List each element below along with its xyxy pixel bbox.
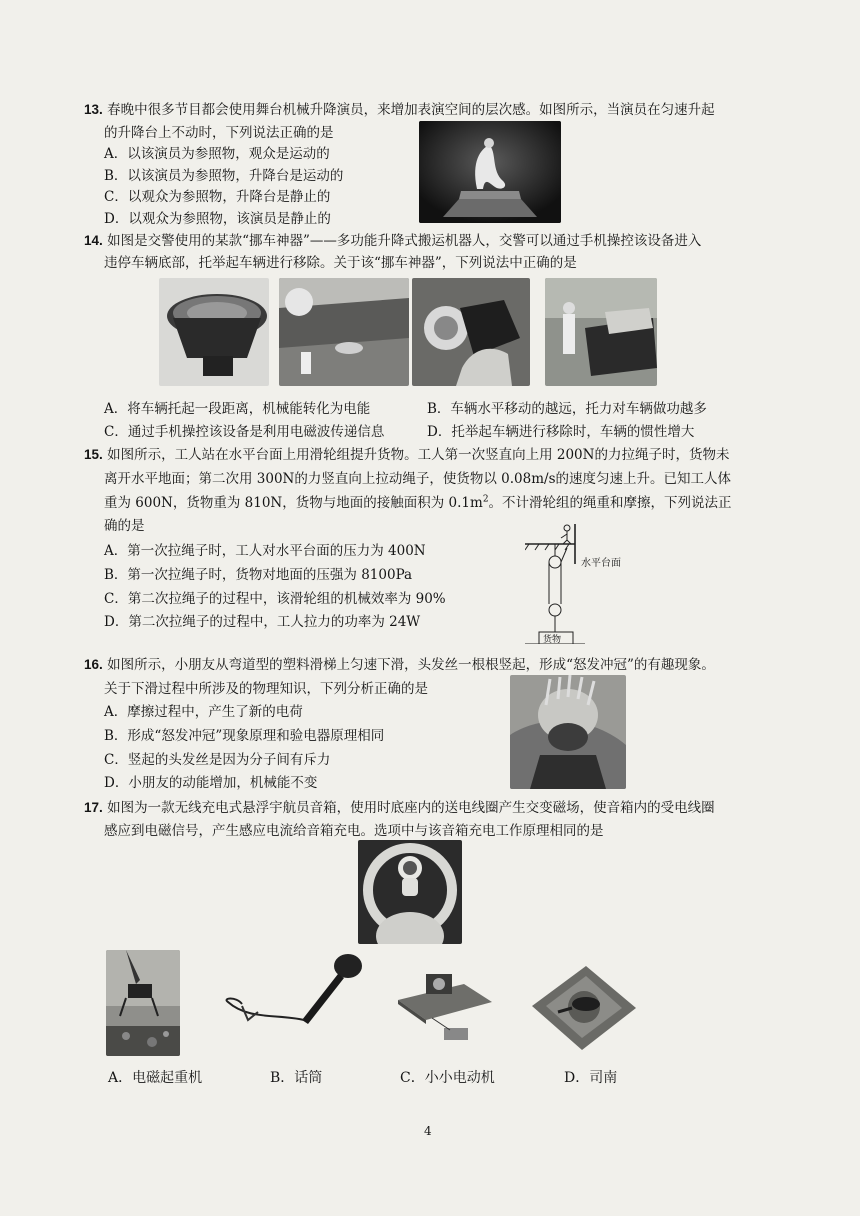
compass-option-photo: [528, 960, 638, 1052]
q17-caption-c: C．小小电动机: [400, 1070, 495, 1086]
q13-option-d: D．以观众为参照物，该演员是静止的: [104, 211, 331, 227]
pulley-cargo-label: 货物: [543, 635, 562, 645]
q14-option-b: B．车辆水平移动的越远，托力对车辆做功越多: [427, 401, 707, 417]
q13-stem-line1: 13. 春晚中很多节目都会使用舞台机械升降演员，来增加表演空间的层次感。如图所示，当演员在匀速升起: [84, 102, 715, 118]
q14-stem-line1: 14. 如图是交警使用的某款“挪车神器”——多功能升降式搬运机器人，交警可以通过手机操控该设备进入: [84, 233, 702, 249]
page-number: 4: [424, 1124, 432, 1138]
pulley-diagram: [525, 520, 635, 644]
slide-child-photo: [510, 675, 626, 789]
q16-number: 16.: [84, 657, 103, 672]
motor-option-photo: [392, 962, 496, 1048]
robot-under-car-photo: [279, 278, 409, 386]
q17-caption-b: B．话筒: [270, 1070, 323, 1086]
q15-option-b: B．第一次拉绳子时，货物对地面的压强为 8100Pa: [104, 567, 413, 583]
q13-option-c: C．以观众为参照物，升降台是静止的: [104, 189, 331, 205]
q14-option-d: D．托举起车辆进行移除时，车辆的惯性增大: [427, 424, 695, 440]
q16-stem-line2: 关于下滑过程中所涉及的物理知识，下列分析正确的是: [104, 681, 428, 697]
q14-number: 14.: [84, 233, 103, 248]
q15-option-c: C．第二次拉绳子的过程中，该滑轮组的机械效率为 90%: [104, 591, 446, 607]
q17-caption-d: D．司南: [564, 1070, 618, 1086]
q17-caption-a: A．电磁起重机: [108, 1070, 203, 1086]
astronaut-speaker-photo: [358, 840, 462, 944]
q16-option-a: A．摩擦过程中，产生了新的电荷: [104, 704, 303, 720]
q13-stem-line2: 的升降台上不动时，下列说法正确的是: [104, 125, 334, 141]
q13-option-b: B．以该演员为参照物，升降台是运动的: [104, 168, 344, 184]
q17-number: 17.: [84, 800, 103, 815]
q15-option-a: A．第一次拉绳子时，工人对水平台面的压力为 400N: [104, 543, 426, 559]
q17-stem-line1: 17. 如图为一款无线充电式悬浮宇航员音箱，使用时底座内的送电线圈产生交变磁场，使音箱内的受电线圈: [84, 800, 715, 816]
q15-number: 15.: [84, 447, 103, 462]
q13-option-a: A．以该演员为参照物，观众是运动的: [104, 146, 330, 162]
q15-option-d: D．第二次拉绳子的过程中，工人拉力的功率为 24W: [104, 614, 421, 630]
phone-control-photo: [412, 278, 530, 386]
q15-stem-line2: 离开水平地面；第二次用 300N的力竖直向上拉动绳子，使货物以 0.08m/s的速度匀速上升。已知工人体: [104, 471, 731, 487]
q13-number: 13.: [84, 102, 103, 117]
q15-stem-line1: 15. 如图所示，工人站在水平台面上用滑轮组提升货物。工人第一次竖直向上用 200N的力拉绳子时，货物未: [84, 447, 730, 463]
crane-option-photo: [106, 950, 180, 1056]
q14-option-a: A．将车辆托起一段距离，机械能转化为电能: [104, 401, 371, 417]
q16-stem-line1: 16. 如图所示，小朋友从弯道型的塑料滑梯上匀速下滑，头发丝一根根竖起，形成“怒发冲冠”的有趣现象。: [84, 657, 715, 673]
q16-option-b: B．形成“怒发冲冠”现象原理和验电器原理相同: [104, 728, 385, 744]
q17-stem-line2: 感应到电磁信号，产生感应电流给音箱充电。选项中与该音箱充电工作原理相同的是: [104, 823, 604, 839]
stage-lift-photo: [419, 121, 561, 223]
q14-option-c: C．通过手机操控该设备是利用电磁波传递信息: [104, 424, 385, 440]
pulley-platform-label: 水平台面: [581, 558, 621, 569]
q16-option-c: C．竖起的头发丝是因为分子间有斥力: [104, 752, 331, 768]
q15-stem-line3: 重为 600N，货物重为 810N，货物与地面的接触面积为 $0.1m^2$。不计滑轮组的绳重和摩擦，下列说法正: [104, 494, 732, 511]
police-car-photo: [545, 278, 657, 386]
q15-stem-line4: 确的是: [104, 518, 145, 534]
q16-option-d: D．小朋友的动能增加，机械能不变: [104, 775, 318, 791]
microphone-option-photo: [218, 950, 370, 1030]
q14-stem-line2: 违停车辆底部，托举起车辆进行移除。关于该“挪车神器”，下列说法中正确的是: [104, 255, 577, 271]
robot-device-photo: [159, 278, 269, 386]
